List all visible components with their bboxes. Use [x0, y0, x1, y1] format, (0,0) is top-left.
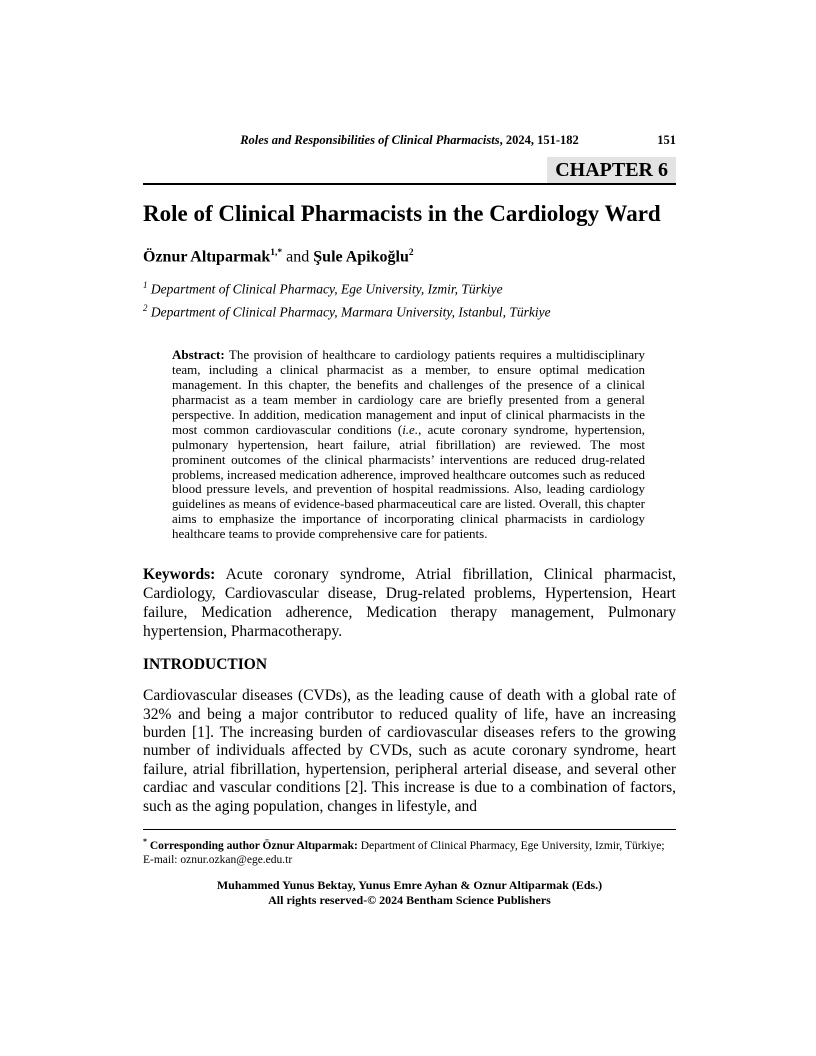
- affiliation-1-text: Department of Clinical Pharmacy, Ege University, Izmir, Türkiye: [147, 281, 503, 297]
- affiliation-1-superscript: 1: [143, 280, 148, 291]
- publisher-credit: [143, 878, 676, 909]
- author-1-name: Öznur Altıparmak: [143, 248, 271, 266]
- affiliation-2: [143, 299, 676, 322]
- page-content: [143, 132, 676, 816]
- affiliation-1: [143, 276, 676, 299]
- chapter-label: CHAPTER 6: [547, 157, 676, 183]
- author-2-superscript: 2: [408, 248, 414, 258]
- affiliations: [143, 276, 676, 322]
- keywords-label: Keywords:: [143, 566, 216, 584]
- introduction-paragraph: Cardiovascular diseases (CVDs), as the leading cause of death with a global rate of 32% and being a major contributor to reduced quality of life, have an increasing burden [1]. The increasing burden of cardiovascular diseases refers to the growing number of individuals affected by CVDs, such as acute coronary syndrome, heart failure, atrial fibrillation, hypertension, peripheral arterial disease, and several other cardiac and vascular conditions [2]. This increase is due to a combination of factors, such as the aging population, changes in lifestyle, and: [143, 687, 676, 815]
- authors-connector: and: [282, 248, 314, 266]
- abstract-text-part2: , acute coronary syndrome, hypertension, pulmonary hypertension, heart failure, atrial fibrillation) are reviewed. The most prominent outcomes of the clinical pharmacists’ interventions are reduced drug-related problems, increased medication adherence, improved healthcare outcomes such as reduced blood pressure levels, and prevention of hospital readmissions. Also, leading cardiology guidelines as means of evidence-based pharmaceutical care are listed. Overall, this chapter aims to emphasize the importance of incorporating clinical pharmacists in cardiology healthcare teams to provide comprehensive care for patients.: [172, 421, 645, 542]
- keywords-paragraph: [143, 565, 676, 641]
- footnote-asterisk: *: [143, 837, 147, 846]
- author-2-name: Şule Apikoğlu: [313, 248, 409, 266]
- page-number: 151: [657, 133, 676, 147]
- chapter-banner: [143, 157, 676, 185]
- authors-line: [143, 243, 676, 267]
- footnote-bold-text: Corresponding author Öznur Altıparmak:: [147, 839, 358, 852]
- running-head-book-title: Roles and Responsibilities of Clinical Pharmacists: [240, 133, 500, 147]
- footnote-text: Department of Clinical Pharmacy, Ege University, Izmir, Türkiye; E-mail: oznur.ozkan@ege.edu.tr: [143, 839, 665, 867]
- running-head: [143, 132, 676, 148]
- abstract-latin-abbreviation: i.e.: [402, 421, 419, 437]
- author-1-superscript: 1,*: [270, 248, 283, 258]
- abstract-label: Abstract:: [172, 347, 225, 363]
- abstract-paragraph: [172, 348, 645, 542]
- abstract-text-part1: The provision of healthcare to cardiology patients requires a multidisciplinary team, including a clinical pharmacist as a member, to ensure optimal medication management. In this chapter, the benefits and challenges of the presence of a clinical pharmacist as a team member in cardiology care are briefly presented from a general perspective. In addition, medication management and input of clinical pharmacists in the most common cardiovascular conditions (: [172, 347, 645, 437]
- running-head-text: [240, 133, 579, 147]
- running-head-issue-info: , 2024, 151-182: [499, 133, 579, 147]
- corresponding-author-footnote: [143, 835, 676, 868]
- keywords-text: Acute coronary syndrome, Atrial fibrillation, Clinical pharmacist, Cardiology, Cardiovascular disease, Drug-related problems, Hypertension, Heart failure, Medication adherence, Medication therapy management, Pulmonary hypertension, Pharmacotherapy.: [143, 566, 676, 641]
- affiliation-2-text: Department of Clinical Pharmacy, Marmara University, Istanbul, Türkiye: [147, 304, 551, 320]
- introduction-heading: INTRODUCTION: [143, 656, 268, 674]
- page-footer: [143, 829, 676, 909]
- chapter-title: Role of Clinical Pharmacists in the Cardiology Ward: [143, 201, 661, 226]
- affiliation-2-superscript: 2: [143, 303, 148, 314]
- publisher-editors-line: Muhammed Yunus Bektay, Yunus Emre Ayhan & Oznur Altiparmak (Eds.): [216, 877, 603, 892]
- publisher-rights-line: All rights reserved-© 2024 Bentham Science Publishers: [268, 893, 551, 908]
